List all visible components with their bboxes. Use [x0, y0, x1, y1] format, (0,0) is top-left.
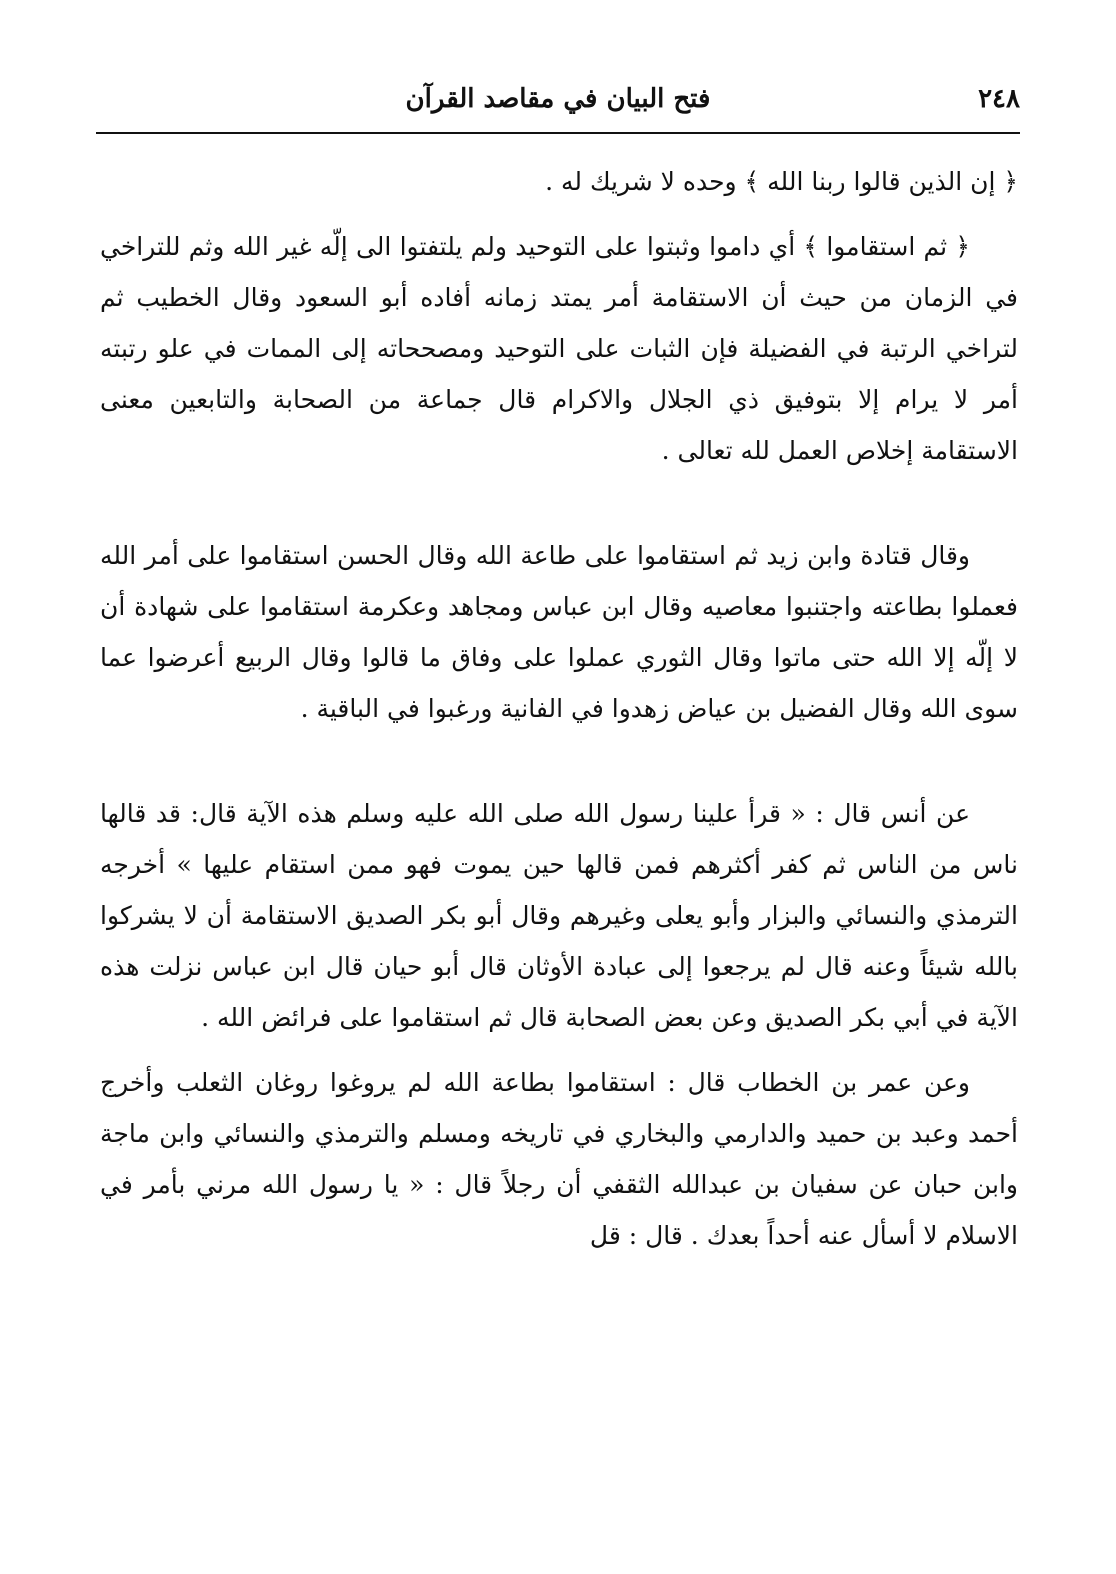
paragraph-anas: عن أنس قال : « قرأ علينا رسول الله صلى الله عليه وسلم هذه الآية قال: قد قالها ناس من الناس ثم كفر أكثرهم فمن قالها حين يموت فهو ممن استقام عليها » أخرجه الترمذي والنسائي والبزار وأبو يعلى وغيرهم وقال أبو بكر الصديق الاستقامة أن لا يشركوا بالله شيئاً وعنه قال لم يرجعوا إلى عبادة الأوثان قال أبو حيان قال ابن عباس نزلت هذه الآية في أبي بكر الصديق وعن بعض الصحابة قال ثم استقاموا على فرائض الله . — [100, 799, 1018, 1032]
header-rule — [96, 132, 1020, 134]
paragraph-istiqamah: ﴿ ثم استقاموا ﴾ أي داموا وثبتوا على التوحيد ولم يلتفتوا الى إلّه غير الله وثم للتراخي في الزمان من حيث أن الاستقامة أمر يمتد زمانه أفاده أبو السعود وقال الخطيب ثم لتراخي الرتبة في الفضيلة فإن الثبات على التوحيد ومصححاته إلى الممات في علو رتبته أمر لا يرام إلا بتوفيق ذي الجلال والاكرام قال جماعة من الصحابة والتابعين معنى الاستقامة إخلاص العمل لله تعالى . — [100, 232, 1018, 465]
paragraph-qatadah: وقال قتادة وابن زيد ثم استقاموا على طاعة الله وقال الحسن استقاموا على أمر الله فعملوا بطاعته واجتنبوا معاصيه وقال ابن عباس ومجاهد وعكرمة استقاموا على شهادة أن لا إلّه إلا الله حتى ماتوا وقال الثوري عملوا على وفاق ما قالوا وقال الربيع أعرضوا عما سوى الله وقال الفضيل بن عياض زهدوا في الفانية ورغبوا في الباقية . — [100, 541, 1018, 723]
paragraph-umar: وعن عمر بن الخطاب قال : استقاموا بطاعة الله لم يروغوا روغان الثعلب وأخرج أحمد وعبد بن حميد والدارمي والبخاري في تاريخه ومسلم والترمذي والنسائي وابن ماجة وابن حبان عن سفيان بن عبدالله الثقفي أن رجلاً قال : « يا رسول الله مرني بأمر في الاسلام لا أسأل عنه أحداً بعدك . قال : قل — [100, 1068, 1018, 1250]
paragraph-verse: ﴿ إن الذين قالوا ربنا الله ﴾ وحده لا شريك له . — [545, 167, 1018, 196]
running-title: فتح البيان في مقاصد القرآن — [405, 84, 711, 114]
page-header — [96, 78, 1020, 132]
page-body — [100, 156, 1018, 1261]
page-number: ٢٤٨ — [978, 84, 1020, 114]
